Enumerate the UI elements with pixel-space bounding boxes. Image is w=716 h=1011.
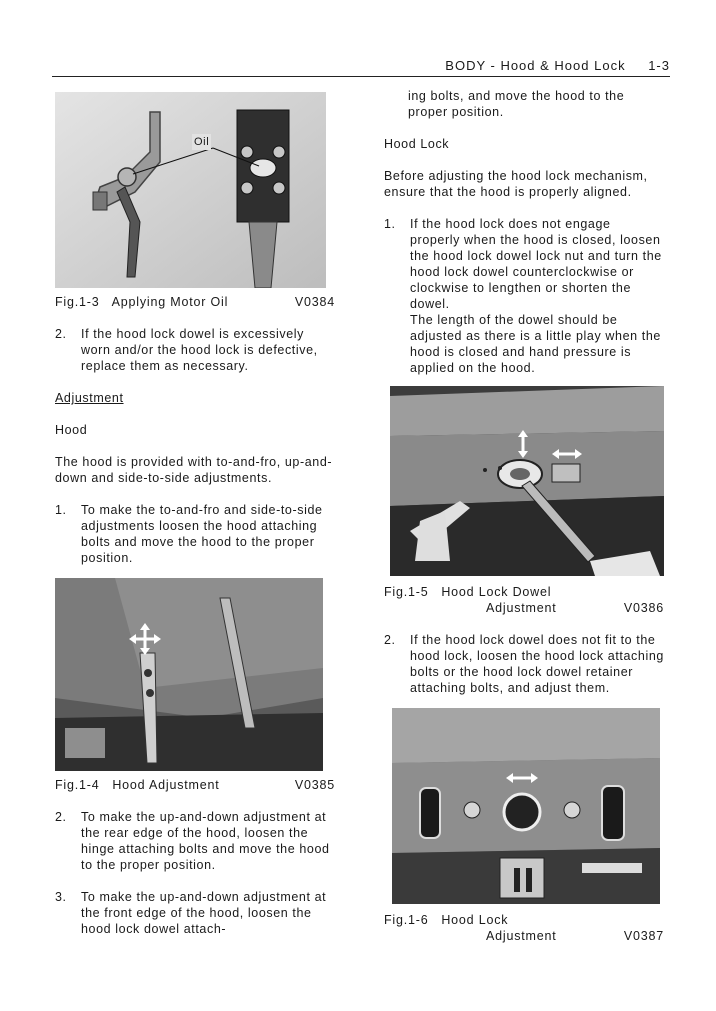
fig-1-3-callout-oil: Oil <box>194 136 210 148</box>
fig-1-6-label: Fig.1-6 <box>384 913 429 927</box>
list-item <box>55 502 335 566</box>
fig-1-4-caption <box>55 777 335 793</box>
item-number: 1. <box>55 503 67 517</box>
fig-1-4-code: V0385 <box>294 778 335 792</box>
fig-1-4-image <box>55 578 323 771</box>
fig-1-5-image <box>390 386 664 576</box>
fig-1-4-label: Fig.1-4 <box>55 778 100 792</box>
fig-1-5-label: Fig.1-5 <box>384 585 429 599</box>
fig-1-3-code: V0384 <box>294 295 335 309</box>
item-text: If the hood lock dowel does not fit to the hood lock, loosen the hood lock attaching bolts or the hood lock dowel retainer attaching bolts, and adjust them. <box>410 633 664 695</box>
item-number: 1. <box>384 217 396 231</box>
header-page-number: 1-3 <box>648 58 670 73</box>
fig-1-3-title: Applying Motor Oil <box>111 295 229 309</box>
fig-1-5-code: V0386 <box>623 601 664 615</box>
item-number: 2. <box>384 633 396 647</box>
item-text: The length of the dowel should be adjusted as there is a little play when the hood is closed and hand pressure is applied on the hood. <box>410 313 661 375</box>
header-title: BODY - Hood & Hood Lock <box>445 58 626 73</box>
fig-1-5-photo <box>390 386 664 576</box>
continuation-paragraph: ing bolts, and move the hood to the proper position. <box>408 89 625 119</box>
list-item <box>55 809 335 873</box>
item-text: If the hood lock dowel is excessively worn and/or the hood lock is defective, replace them as necessary. <box>81 327 318 373</box>
list-item <box>384 216 664 376</box>
fig-1-3-label: Fig.1-3 <box>55 295 100 309</box>
left-column <box>55 92 335 953</box>
item-number: 3. <box>55 890 67 904</box>
fig-1-6-title: Hood Lock <box>441 913 509 927</box>
fig-1-5-title: Hood Lock Dowel <box>441 585 552 599</box>
hood-lock-intro-paragraph: Before adjusting the hood lock mechanism, ensure that the hood is properly aligned. <box>384 169 648 199</box>
subheading-hood: Hood <box>55 423 88 437</box>
fig-1-5-title-line2: Adjustment <box>486 601 557 615</box>
list-item <box>384 632 664 696</box>
item-text: To make the up-and-down adjustment at the rear edge of the hood, loosen the hinge attaching bolts and move the hood to the proper position. <box>81 810 330 872</box>
item-text: If the hood lock does not engage properly when the hood is closed, loosen the hood lock dowel lock nut and turn the hood lock dowel counterclockwise or clockwise to lengthen or shorten the dowel. <box>410 217 662 311</box>
right-column <box>384 88 664 960</box>
fig-1-3-image <box>55 92 326 288</box>
fig-1-3-photo <box>55 92 326 288</box>
hood-intro-paragraph: The hood is provided with to-and-fro, up-and-down and side-to-side adjustments. <box>55 455 333 485</box>
fig-1-6-caption <box>384 912 664 944</box>
fig-1-4-photo <box>55 578 323 771</box>
fig-1-6-photo <box>392 708 660 904</box>
item-number: 2. <box>55 810 67 824</box>
list-item <box>55 889 335 937</box>
page-header <box>52 58 670 77</box>
fig-1-3-caption <box>55 294 335 310</box>
list-item <box>55 326 335 374</box>
fig-1-6-image <box>392 708 660 904</box>
subheading-hood-lock: Hood Lock <box>384 137 450 151</box>
item-text: To make the up-and-down adjustment at the front edge of the hood, loosen the hood lock dowel attach- <box>81 890 327 936</box>
item-number: 2. <box>55 327 67 341</box>
section-heading-adjustment: Adjustment <box>55 391 124 405</box>
fig-1-5-caption <box>384 584 664 616</box>
fig-1-4-title: Hood Adjustment <box>112 778 220 792</box>
item-text: To make the to-and-fro and side-to-side adjustments loosen the hood attaching bolts and move the hood to the proper position. <box>81 503 323 565</box>
fig-1-6-title-line2: Adjustment <box>486 929 557 943</box>
fig-1-6-code: V0387 <box>623 929 664 943</box>
